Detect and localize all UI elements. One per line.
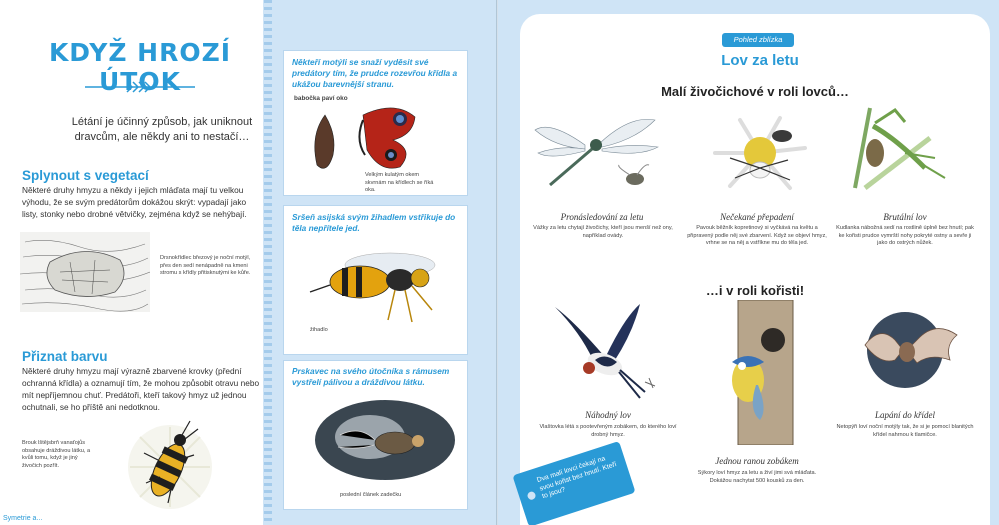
question-tag-text: Dva malí lovci čekají na svou kořist bez hnutí. Kteří to jsou? (536, 455, 618, 501)
prey-text-3: Netopýři loví noční motýly tak, že si je pomocí blanitých křídel nahrnou k tlamičce. (836, 424, 974, 438)
hunter-text-2: Pavouk běžník kopretinový si vyčkává na květu a připravený podle něj své zbarvení. Když se objeví hmyz, vrhne se na něj a vstříkne mu do těla jed. (687, 225, 827, 246)
section-text-warning: Některé druhy hmyzu mají výrazně zbarvené krovky (přední ochranná křídla) a oznamují tím, že mohou způsobit otravu nebo mít nepříjemnou chuť. Predátoři, kteří takový hmyz už jednou ochutnali, se ho příště ani nedotknou. (22, 366, 260, 412)
prey-text-2: Sýkory loví hmyz za letu a živí jimi svá mláďata. Dokážou nachytat 500 kousků za den. (697, 470, 817, 484)
bombardier-beetle-illustration (310, 395, 460, 485)
arrow-ornament-icon (85, 80, 195, 94)
hunter-name-1: Pronásledování za letu (560, 212, 644, 222)
hunter-text-1: Vážky za letu chytají živočichy, kteří jsou menší než ony, například ovády. (533, 225, 673, 239)
stinger-caption: žihadlo (310, 327, 328, 333)
prey-name-3: Lapání do křídel (875, 410, 935, 420)
page-title: KDYŽ HROZÍ ÚTOK (48, 38, 232, 96)
dragonfly-illustration (530, 105, 670, 200)
section-heading-camouflage: Splynout s vegetací (22, 168, 149, 183)
prey-subtitle: …i v roli kořisti! (705, 283, 805, 298)
section-text-camouflage: Některé druhy hmyzu a někdy i jejich mláďata mají tu velkou výhodu, že se svým predátorům dokážou skrýt: vypadají jako listy, stonky nebo drobné větvičky, zejména když se nehýbají. (22, 185, 247, 219)
abdomen-caption: poslední článek zadečku (340, 492, 402, 498)
moth-caption: Drsnokřídlec březový je noční motýl, přes den sedí nenápadně na kmeni stromu s křídly přitisknutými ke kůře. (160, 255, 251, 276)
peacock-caption: Velkým kulatým okem skvrnám na křídlech se říká oka. (365, 172, 434, 193)
mantis-illustration (835, 98, 960, 198)
crab-spider-illustration (700, 108, 820, 198)
section-heading-warning: Přiznat barvu (22, 349, 108, 364)
beetle-caption: Brouk lštějsbrň vanaťojůs obsahuje dráždivou látku, a kvůli tomu, když je jiný živočich pozřít. (22, 440, 91, 469)
swallow-illustration (545, 302, 675, 402)
blue-tit-illustration (718, 300, 798, 445)
bat-illustration (855, 305, 965, 395)
close-look-tag: Pohled zblízka (722, 33, 794, 47)
moth-on-bark-illustration (20, 232, 150, 312)
blister-beetle-illustration (110, 415, 220, 510)
hunter-name-2: Nečekané přepadení (720, 212, 794, 222)
right-title: Lov za letu (721, 52, 799, 69)
intro-text: Létání je účinný způsob, jak uniknout dravcům, ale někdy ani to nestačí… (71, 116, 253, 143)
card-hornet-title: Sršeň asijská svým žihadlem vstřikuje do těla nepřítele jed. (292, 212, 456, 233)
prey-text-1: Vlaštovka létá s pootevřeným zobákem, do kterého loví drobný hmyz. (539, 424, 677, 438)
prey-name-2: Jednou ranou zobákem (715, 456, 799, 466)
tag-hole-icon (526, 491, 536, 501)
hunter-name-3: Brutální lov (883, 212, 927, 222)
hunters-subtitle: Malí živočichové v roli lovců… (661, 84, 849, 99)
hunter-text-3: Kudlanka nábožná sedí na rostlině úplně bez hnutí; pak ke kořisti prudce vymrští nohy pokryté ostny a sevře ji jako do ostrých nůžek. (836, 225, 974, 246)
card-bombardier-title: Prskavec na svého útočníka s rámusem vystřelí pálivou a dráždivou látku. (292, 366, 450, 387)
footer-text: Symetrie a... (3, 515, 43, 522)
dotted-border (264, 0, 272, 525)
peacock-label: babočka paví oko (294, 95, 348, 102)
prey-name-1: Náhodný lov (585, 410, 631, 420)
hornet-illustration (300, 240, 450, 330)
peacock-butterfly-illustration (305, 95, 425, 180)
card-peacock-title: Někteří motýli se snaží vyděsit své predátory tím, že prudce rozevřou křídla a ukážou barevnější stranu. (292, 57, 458, 89)
